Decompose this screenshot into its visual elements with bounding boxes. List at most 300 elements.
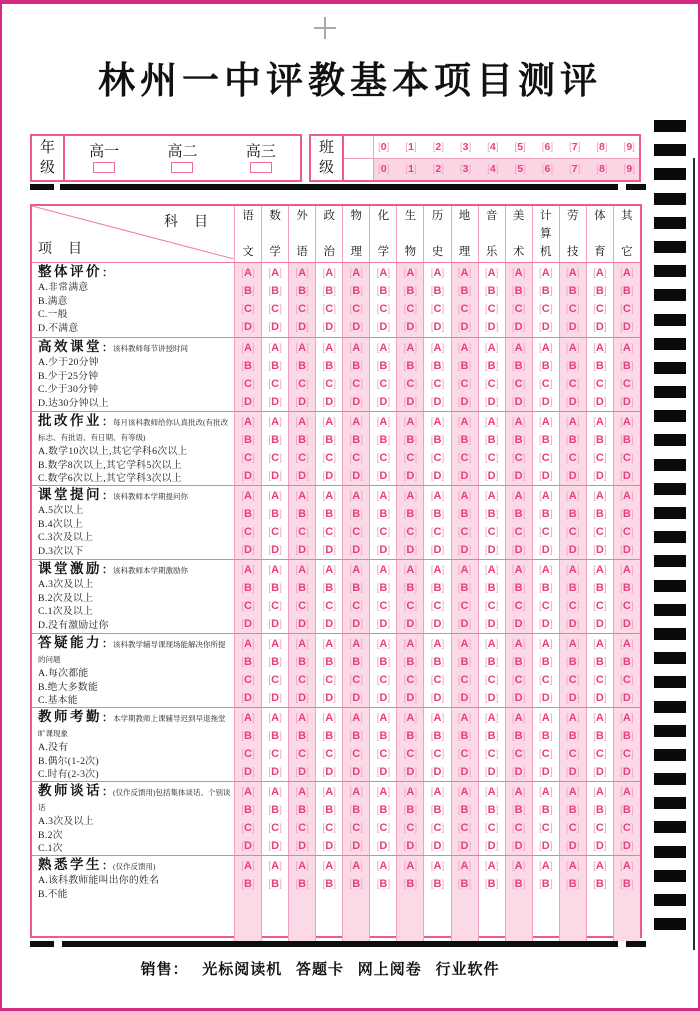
class-digit-bubble[interactable]: [9]	[623, 163, 635, 176]
answer-bubble[interactable]: [C]	[593, 600, 607, 613]
answer-bubble[interactable]: [A]	[538, 860, 553, 872]
answer-bubble[interactable]: [C]	[268, 303, 282, 316]
answer-bubble[interactable]: [A]	[349, 342, 364, 354]
answer-bubble[interactable]: [A]	[430, 416, 445, 428]
answer-bubble[interactable]: [D]	[566, 396, 580, 409]
answer-bubble[interactable]: [D]	[484, 618, 499, 631]
answer-bubble[interactable]: [D]	[295, 321, 309, 334]
answer-bubble[interactable]: [D]	[593, 470, 607, 483]
answer-bubble[interactable]: [C]	[620, 600, 634, 613]
answer-bubble[interactable]: [A]	[430, 564, 445, 576]
answer-bubble[interactable]: [D]	[268, 840, 282, 853]
answer-bubble[interactable]: [B]	[620, 508, 634, 521]
answer-bubble[interactable]: [A]	[620, 490, 634, 502]
answer-bubble[interactable]: [D]	[295, 692, 309, 705]
answer-bubble[interactable]: [C]	[538, 526, 553, 539]
answer-bubble[interactable]: [B]	[593, 804, 607, 817]
answer-bubble[interactable]: [A]	[484, 860, 499, 872]
answer-bubble[interactable]: [A]	[322, 267, 336, 279]
answer-bubble[interactable]: [C]	[457, 526, 472, 539]
answer-bubble[interactable]: [A]	[620, 638, 634, 650]
answer-bubble[interactable]: [B]	[457, 508, 472, 521]
answer-bubble[interactable]: [D]	[295, 544, 309, 557]
answer-bubble[interactable]: [B]	[484, 582, 499, 595]
answer-bubble[interactable]: [A]	[620, 416, 634, 428]
answer-bubble[interactable]: [D]	[620, 321, 634, 334]
answer-bubble[interactable]: [C]	[593, 452, 607, 465]
answer-bubble[interactable]: [B]	[268, 285, 282, 298]
answer-bubble[interactable]: [D]	[295, 840, 309, 853]
answer-bubble[interactable]: [A]	[566, 267, 580, 279]
answer-bubble[interactable]: [D]	[593, 766, 607, 779]
answer-bubble[interactable]: [D]	[484, 544, 499, 557]
answer-bubble[interactable]: [D]	[593, 840, 607, 853]
answer-bubble[interactable]: [D]	[484, 321, 499, 334]
answer-bubble[interactable]: [B]	[538, 656, 553, 669]
answer-bubble[interactable]: [A]	[376, 786, 391, 798]
answer-bubble[interactable]: [A]	[241, 342, 255, 354]
answer-bubble[interactable]: [A]	[511, 638, 526, 650]
answer-bubble[interactable]: [B]	[322, 878, 336, 891]
answer-bubble[interactable]: [B]	[268, 878, 282, 891]
answer-bubble[interactable]: [A]	[295, 342, 309, 354]
answer-bubble[interactable]: [D]	[620, 840, 634, 853]
answer-bubble[interactable]: [A]	[430, 342, 445, 354]
answer-bubble[interactable]: [B]	[403, 582, 418, 595]
answer-bubble[interactable]: [B]	[295, 360, 309, 373]
answer-bubble[interactable]: [B]	[376, 656, 391, 669]
answer-bubble[interactable]: [D]	[620, 470, 634, 483]
answer-bubble[interactable]: [D]	[511, 840, 526, 853]
answer-bubble[interactable]: [D]	[511, 766, 526, 779]
answer-bubble[interactable]: [A]	[620, 786, 634, 798]
answer-bubble[interactable]: [C]	[457, 674, 472, 687]
answer-bubble[interactable]: [D]	[349, 321, 364, 334]
answer-bubble[interactable]: [D]	[593, 544, 607, 557]
answer-bubble[interactable]: [A]	[430, 490, 445, 502]
answer-bubble[interactable]: [D]	[430, 544, 445, 557]
answer-bubble[interactable]: [C]	[430, 674, 445, 687]
answer-bubble[interactable]: [D]	[241, 470, 255, 483]
answer-bubble[interactable]: [B]	[376, 360, 391, 373]
answer-bubble[interactable]: [C]	[430, 748, 445, 761]
answer-bubble[interactable]: [A]	[430, 860, 445, 872]
answer-bubble[interactable]: [D]	[620, 692, 634, 705]
answer-bubble[interactable]: [A]	[403, 416, 418, 428]
answer-bubble[interactable]: [A]	[241, 416, 255, 428]
answer-bubble[interactable]: [D]	[484, 470, 499, 483]
answer-bubble[interactable]: [B]	[566, 360, 580, 373]
answer-bubble[interactable]: [C]	[620, 303, 634, 316]
class-digit-bubble[interactable]: [2]	[432, 140, 444, 153]
answer-bubble[interactable]: [D]	[457, 840, 472, 853]
answer-bubble[interactable]: [B]	[484, 360, 499, 373]
answer-bubble[interactable]: [D]	[484, 396, 499, 409]
answer-bubble[interactable]: [D]	[241, 396, 255, 409]
answer-bubble[interactable]: [A]	[241, 860, 255, 872]
answer-bubble[interactable]: [A]	[403, 786, 418, 798]
answer-bubble[interactable]: [D]	[403, 840, 418, 853]
answer-bubble[interactable]: [C]	[376, 674, 391, 687]
answer-bubble[interactable]: [C]	[241, 674, 255, 687]
answer-bubble[interactable]: [B]	[511, 434, 526, 447]
answer-bubble[interactable]: [B]	[403, 730, 418, 743]
answer-bubble[interactable]: [A]	[322, 490, 336, 502]
answer-bubble[interactable]: [D]	[376, 692, 391, 705]
answer-bubble[interactable]: [A]	[457, 490, 472, 502]
answer-bubble[interactable]: [D]	[403, 766, 418, 779]
answer-bubble[interactable]: [B]	[593, 360, 607, 373]
answer-bubble[interactable]: [B]	[430, 878, 445, 891]
answer-bubble[interactable]: [A]	[295, 564, 309, 576]
answer-bubble[interactable]: [D]	[538, 544, 553, 557]
answer-bubble[interactable]: [A]	[538, 416, 553, 428]
answer-bubble[interactable]: [A]	[566, 342, 580, 354]
answer-bubble[interactable]: [B]	[511, 285, 526, 298]
answer-bubble[interactable]: [A]	[457, 638, 472, 650]
class-digit-bubble[interactable]: [9]	[623, 140, 635, 153]
answer-bubble[interactable]: [D]	[295, 396, 309, 409]
answer-bubble[interactable]: [C]	[566, 378, 580, 391]
answer-bubble[interactable]: [A]	[484, 564, 499, 576]
answer-bubble[interactable]: [C]	[538, 674, 553, 687]
answer-bubble[interactable]: [B]	[430, 508, 445, 521]
answer-bubble[interactable]: [B]	[349, 730, 364, 743]
answer-bubble[interactable]: [D]	[268, 321, 282, 334]
class-digit-bubble[interactable]: [2]	[432, 163, 444, 176]
answer-bubble[interactable]: [A]	[322, 342, 336, 354]
answer-bubble[interactable]: [A]	[566, 416, 580, 428]
answer-bubble[interactable]: [D]	[268, 544, 282, 557]
answer-bubble[interactable]: [C]	[484, 526, 499, 539]
answer-bubble[interactable]: [B]	[484, 730, 499, 743]
class-digit-bubble[interactable]: [4]	[487, 163, 499, 176]
answer-bubble[interactable]: [A]	[538, 342, 553, 354]
answer-bubble[interactable]: [B]	[322, 508, 336, 521]
answer-bubble[interactable]: [C]	[566, 748, 580, 761]
answer-bubble[interactable]: [D]	[349, 618, 364, 631]
answer-bubble[interactable]: [A]	[322, 712, 336, 724]
answer-bubble[interactable]: [A]	[295, 786, 309, 798]
answer-bubble[interactable]: [C]	[620, 378, 634, 391]
answer-bubble[interactable]: [B]	[511, 878, 526, 891]
answer-bubble[interactable]: [B]	[430, 360, 445, 373]
class-digit-bubble[interactable]: [7]	[568, 140, 581, 153]
answer-bubble[interactable]: [A]	[349, 712, 364, 724]
answer-bubble[interactable]: [B]	[241, 434, 255, 447]
answer-bubble[interactable]: [B]	[268, 730, 282, 743]
answer-bubble[interactable]: [A]	[566, 564, 580, 576]
answer-bubble[interactable]: [B]	[566, 434, 580, 447]
answer-bubble[interactable]: [C]	[376, 378, 391, 391]
answer-bubble[interactable]: [A]	[349, 860, 364, 872]
answer-bubble[interactable]: [B]	[430, 285, 445, 298]
answer-bubble[interactable]: [A]	[241, 564, 255, 576]
answer-bubble[interactable]: [B]	[241, 656, 255, 669]
answer-bubble[interactable]: [C]	[295, 748, 309, 761]
answer-bubble[interactable]: [B]	[593, 582, 607, 595]
answer-bubble[interactable]: [C]	[566, 303, 580, 316]
answer-bubble[interactable]: [B]	[403, 804, 418, 817]
answer-bubble[interactable]: [D]	[566, 470, 580, 483]
answer-bubble[interactable]: [A]	[322, 860, 336, 872]
answer-bubble[interactable]: [A]	[268, 564, 282, 576]
answer-bubble[interactable]: [D]	[430, 470, 445, 483]
answer-bubble[interactable]: [A]	[322, 416, 336, 428]
answer-bubble[interactable]: [A]	[376, 860, 391, 872]
answer-bubble[interactable]: [B]	[403, 434, 418, 447]
answer-bubble[interactable]: [D]	[403, 470, 418, 483]
answer-bubble[interactable]: [C]	[484, 452, 499, 465]
answer-bubble[interactable]: [B]	[538, 360, 553, 373]
answer-bubble[interactable]: [C]	[268, 748, 282, 761]
answer-bubble[interactable]: [C]	[484, 303, 499, 316]
answer-bubble[interactable]: [C]	[511, 748, 526, 761]
answer-bubble[interactable]: [C]	[593, 378, 607, 391]
answer-bubble[interactable]: [D]	[295, 470, 309, 483]
answer-bubble[interactable]: [B]	[620, 804, 634, 817]
answer-bubble[interactable]: [B]	[349, 360, 364, 373]
answer-bubble[interactable]: [C]	[403, 303, 418, 316]
answer-bubble[interactable]: [C]	[566, 600, 580, 613]
answer-bubble[interactable]: [C]	[322, 303, 336, 316]
answer-bubble[interactable]: [D]	[430, 766, 445, 779]
answer-bubble[interactable]: [B]	[295, 656, 309, 669]
answer-bubble[interactable]: [B]	[403, 285, 418, 298]
answer-bubble[interactable]: [B]	[241, 508, 255, 521]
answer-bubble[interactable]: [A]	[593, 638, 607, 650]
answer-bubble[interactable]: [A]	[457, 342, 472, 354]
answer-bubble[interactable]: [D]	[322, 321, 336, 334]
answer-bubble[interactable]: [C]	[403, 600, 418, 613]
answer-bubble[interactable]: [B]	[457, 285, 472, 298]
answer-bubble[interactable]: [A]	[322, 638, 336, 650]
answer-bubble[interactable]: [D]	[241, 766, 255, 779]
answer-bubble[interactable]: [A]	[376, 416, 391, 428]
answer-bubble[interactable]: [A]	[268, 712, 282, 724]
answer-bubble[interactable]: [A]	[484, 712, 499, 724]
answer-bubble[interactable]: [A]	[268, 860, 282, 872]
answer-bubble[interactable]: [D]	[566, 766, 580, 779]
answer-bubble[interactable]: [A]	[457, 860, 472, 872]
answer-bubble[interactable]: [A]	[268, 342, 282, 354]
answer-bubble[interactable]: [B]	[349, 582, 364, 595]
answer-bubble[interactable]: [B]	[484, 434, 499, 447]
answer-bubble[interactable]: [C]	[349, 822, 364, 835]
answer-bubble[interactable]: [C]	[268, 378, 282, 391]
answer-bubble[interactable]: [C]	[376, 526, 391, 539]
answer-bubble[interactable]: [A]	[538, 638, 553, 650]
answer-bubble[interactable]: [A]	[484, 342, 499, 354]
answer-bubble[interactable]: [C]	[349, 600, 364, 613]
answer-bubble[interactable]: [A]	[484, 267, 499, 279]
answer-bubble[interactable]: [B]	[295, 582, 309, 595]
answer-bubble[interactable]: [C]	[403, 822, 418, 835]
answer-bubble[interactable]: [C]	[241, 600, 255, 613]
answer-bubble[interactable]: [B]	[593, 434, 607, 447]
answer-bubble[interactable]: [B]	[268, 656, 282, 669]
answer-bubble[interactable]: [B]	[593, 656, 607, 669]
answer-bubble[interactable]: [A]	[511, 490, 526, 502]
answer-bubble[interactable]: [D]	[403, 692, 418, 705]
answer-bubble[interactable]: [C]	[620, 526, 634, 539]
answer-bubble[interactable]: [D]	[457, 321, 472, 334]
answer-bubble[interactable]: [A]	[295, 490, 309, 502]
answer-bubble[interactable]: [B]	[322, 656, 336, 669]
answer-bubble[interactable]: [C]	[322, 674, 336, 687]
class-digit-bubble[interactable]: [0]	[378, 163, 390, 176]
answer-bubble[interactable]: [B]	[268, 804, 282, 817]
class-digit-bubble[interactable]: [6]	[541, 163, 554, 176]
answer-bubble[interactable]: [C]	[457, 600, 472, 613]
answer-bubble[interactable]: [D]	[566, 840, 580, 853]
answer-bubble[interactable]: [C]	[322, 748, 336, 761]
answer-bubble[interactable]: [A]	[484, 786, 499, 798]
answer-bubble[interactable]: [B]	[430, 434, 445, 447]
answer-bubble[interactable]: [D]	[241, 840, 255, 853]
answer-bubble[interactable]: [A]	[295, 267, 309, 279]
answer-bubble[interactable]: [C]	[620, 748, 634, 761]
answer-bubble[interactable]: [B]	[241, 285, 255, 298]
answer-bubble[interactable]: [C]	[620, 674, 634, 687]
answer-bubble[interactable]: [B]	[511, 360, 526, 373]
answer-bubble[interactable]: [D]	[322, 618, 336, 631]
answer-bubble[interactable]: [B]	[538, 285, 553, 298]
answer-bubble[interactable]: [C]	[511, 526, 526, 539]
answer-bubble[interactable]: [A]	[295, 860, 309, 872]
answer-bubble[interactable]: [A]	[511, 267, 526, 279]
answer-bubble[interactable]: [A]	[538, 564, 553, 576]
answer-bubble[interactable]: [C]	[511, 822, 526, 835]
answer-bubble[interactable]: [A]	[593, 712, 607, 724]
answer-bubble[interactable]: [D]	[349, 840, 364, 853]
answer-bubble[interactable]: [A]	[511, 416, 526, 428]
answer-bubble[interactable]: [D]	[430, 321, 445, 334]
answer-bubble[interactable]: [C]	[376, 452, 391, 465]
answer-bubble[interactable]: [B]	[511, 582, 526, 595]
answer-bubble[interactable]: [C]	[538, 303, 553, 316]
answer-bubble[interactable]: [B]	[538, 434, 553, 447]
answer-bubble[interactable]: [D]	[484, 840, 499, 853]
answer-bubble[interactable]: [A]	[322, 564, 336, 576]
answer-bubble[interactable]: [D]	[403, 396, 418, 409]
answer-bubble[interactable]: [D]	[511, 470, 526, 483]
answer-bubble[interactable]: [B]	[376, 434, 391, 447]
answer-bubble[interactable]: [A]	[511, 786, 526, 798]
answer-bubble[interactable]: [A]	[322, 786, 336, 798]
answer-bubble[interactable]: [D]	[295, 618, 309, 631]
answer-bubble[interactable]: [C]	[593, 674, 607, 687]
answer-bubble[interactable]: [B]	[268, 582, 282, 595]
answer-bubble[interactable]: [A]	[566, 712, 580, 724]
answer-bubble[interactable]: [A]	[376, 267, 391, 279]
answer-bubble[interactable]: [D]	[430, 396, 445, 409]
answer-bubble[interactable]: [D]	[268, 766, 282, 779]
answer-bubble[interactable]: [A]	[349, 267, 364, 279]
answer-bubble[interactable]: [C]	[430, 822, 445, 835]
answer-bubble[interactable]: [B]	[484, 656, 499, 669]
answer-bubble[interactable]: [B]	[403, 360, 418, 373]
answer-bubble[interactable]: [D]	[457, 766, 472, 779]
class-digit-bubble[interactable]: [5]	[514, 140, 526, 153]
answer-bubble[interactable]: [C]	[430, 600, 445, 613]
answer-bubble[interactable]: [A]	[620, 267, 634, 279]
class-write-cell[interactable]	[344, 136, 374, 158]
answer-bubble[interactable]: [A]	[593, 786, 607, 798]
answer-bubble[interactable]: [C]	[511, 674, 526, 687]
class-digit-bubble[interactable]: [1]	[405, 140, 417, 153]
answer-bubble[interactable]: [B]	[376, 878, 391, 891]
answer-bubble[interactable]: [D]	[538, 321, 553, 334]
answer-bubble[interactable]: [D]	[593, 618, 607, 631]
answer-bubble[interactable]: [B]	[566, 878, 580, 891]
answer-bubble[interactable]: [A]	[268, 267, 282, 279]
answer-bubble[interactable]: [D]	[511, 544, 526, 557]
grade-checkbox[interactable]	[250, 162, 272, 173]
answer-bubble[interactable]: [C]	[268, 674, 282, 687]
answer-bubble[interactable]: [C]	[593, 822, 607, 835]
answer-bubble[interactable]: [B]	[593, 508, 607, 521]
answer-bubble[interactable]: [C]	[457, 452, 472, 465]
answer-bubble[interactable]: [A]	[268, 786, 282, 798]
answer-bubble[interactable]: [D]	[457, 692, 472, 705]
answer-bubble[interactable]: [C]	[403, 526, 418, 539]
answer-bubble[interactable]: [C]	[457, 378, 472, 391]
answer-bubble[interactable]: [A]	[593, 490, 607, 502]
class-digit-bubble[interactable]: [8]	[596, 140, 608, 153]
answer-bubble[interactable]: [D]	[430, 840, 445, 853]
answer-bubble[interactable]: [A]	[593, 267, 607, 279]
answer-bubble[interactable]: [D]	[566, 544, 580, 557]
answer-bubble[interactable]: [A]	[457, 416, 472, 428]
answer-bubble[interactable]: [D]	[593, 321, 607, 334]
answer-bubble[interactable]: [A]	[403, 267, 418, 279]
answer-bubble[interactable]: [D]	[403, 544, 418, 557]
answer-bubble[interactable]: [A]	[241, 638, 255, 650]
answer-bubble[interactable]: [D]	[268, 470, 282, 483]
answer-bubble[interactable]: [C]	[538, 378, 553, 391]
answer-bubble[interactable]: [C]	[484, 822, 499, 835]
answer-bubble[interactable]: [A]	[268, 490, 282, 502]
answer-bubble[interactable]: [A]	[593, 860, 607, 872]
answer-bubble[interactable]: [A]	[349, 638, 364, 650]
answer-bubble[interactable]: [A]	[620, 712, 634, 724]
answer-bubble[interactable]: [C]	[403, 748, 418, 761]
answer-bubble[interactable]: [A]	[403, 342, 418, 354]
answer-bubble[interactable]: [C]	[268, 526, 282, 539]
answer-bubble[interactable]: [C]	[376, 600, 391, 613]
answer-bubble[interactable]: [A]	[538, 267, 553, 279]
answer-bubble[interactable]: [A]	[376, 342, 391, 354]
answer-bubble[interactable]: [B]	[511, 508, 526, 521]
answer-bubble[interactable]: [D]	[349, 766, 364, 779]
answer-bubble[interactable]: [C]	[322, 526, 336, 539]
class-write-cell[interactable]	[344, 159, 374, 181]
answer-bubble[interactable]: [B]	[349, 656, 364, 669]
answer-bubble[interactable]: [A]	[511, 712, 526, 724]
answer-bubble[interactable]: [C]	[403, 378, 418, 391]
answer-bubble[interactable]: [B]	[457, 878, 472, 891]
answer-bubble[interactable]: [B]	[349, 508, 364, 521]
answer-bubble[interactable]: [A]	[593, 342, 607, 354]
answer-bubble[interactable]: [A]	[620, 564, 634, 576]
answer-bubble[interactable]: [B]	[322, 434, 336, 447]
answer-bubble[interactable]: [C]	[430, 378, 445, 391]
answer-bubble[interactable]: [C]	[593, 526, 607, 539]
answer-bubble[interactable]: [B]	[593, 730, 607, 743]
answer-bubble[interactable]: [D]	[241, 618, 255, 631]
answer-bubble[interactable]: [A]	[566, 490, 580, 502]
